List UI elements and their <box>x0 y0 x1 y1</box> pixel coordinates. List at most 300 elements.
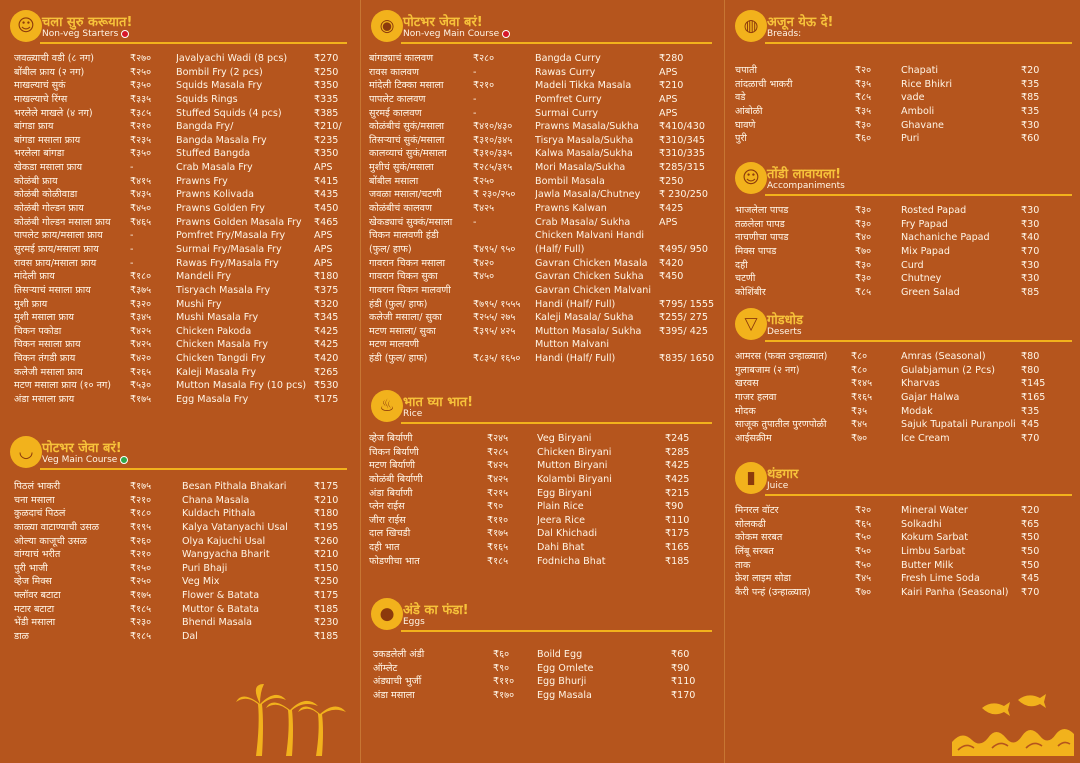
menu-item-price: ₹175 <box>665 528 690 540</box>
menu-item <box>537 487 691 501</box>
menu-item-price: ₹185 <box>665 555 690 567</box>
menu-item <box>369 541 527 555</box>
menu-item-name: Jawla Masala/Chutney <box>535 189 641 201</box>
menu-item-name: चिकन बिर्याणी <box>369 446 419 458</box>
menu-item-name: Prawns Masala/Sukha <box>535 121 639 133</box>
menu-item-price: ₹३५० <box>130 80 152 92</box>
menu-item-name: Bombil Fry (2 pcs) <box>176 66 263 78</box>
menu-item <box>369 527 527 541</box>
menu-item <box>176 134 340 148</box>
menu-item <box>735 432 881 446</box>
menu-item-name: Egg Omlete <box>537 662 594 674</box>
menu-item <box>369 257 527 271</box>
menu-item-price: ₹१६५ <box>851 391 873 403</box>
menu-item-name: कोळंबीचं सुकं/मसाला <box>369 121 445 133</box>
menu-item <box>735 231 881 245</box>
menu-item-price: ₹६० <box>855 133 872 145</box>
menu-item-name: पापलेट फ्राय/मसाला फ्राय <box>14 230 103 242</box>
menu-item-price: APS <box>314 162 333 174</box>
menu-item-name: Fry Papad <box>901 218 948 230</box>
menu-item-name: Mutton Malvani <box>535 339 610 351</box>
menu-item <box>901 259 1047 273</box>
menu-item-name: गावरान चिकन सुका <box>369 271 438 283</box>
menu-item-name: तळलेला पापड <box>735 218 785 230</box>
menu-item <box>369 52 527 66</box>
menu-item-name: वांग्याचं भरीत <box>14 549 61 561</box>
menu-item-price: ₹७० <box>851 432 868 444</box>
menu-item-price: ₹345 <box>314 312 339 324</box>
menu-item <box>901 545 1047 559</box>
menu-item-price: ₹385 <box>314 107 339 119</box>
menu-item-price: ₹११० <box>493 676 515 688</box>
menu-item-name: Chapati <box>901 65 939 76</box>
menu-item-price: ₹३९५/ ४२५ <box>473 325 516 337</box>
menu-item-price: ₹३४५ <box>130 312 152 324</box>
divider <box>765 42 1072 44</box>
menu-item <box>176 298 340 312</box>
menu-item <box>901 377 1047 391</box>
section-subtitle: Accompaniments <box>767 181 845 191</box>
section-title: चला सुरु करूयात! <box>42 15 133 30</box>
menu-item-name: जवळा मसाला/चटणी <box>369 189 442 201</box>
menu-item <box>535 338 713 352</box>
menu-item <box>735 531 881 545</box>
menu-item-price: ₹१४५ <box>851 378 873 390</box>
menu-item <box>14 52 164 66</box>
menu-item-name: बांगडा मसाला फ्राय <box>14 134 81 146</box>
section-title: पोटभर जेवा बरं! <box>403 15 483 30</box>
menu-item-name: Handi (Half/ Full) <box>535 298 616 310</box>
menu-item <box>14 548 164 562</box>
menu-item-price: ₹110 <box>665 514 690 526</box>
menu-item <box>537 459 691 473</box>
menu-item <box>537 662 697 676</box>
menu-item-price: ₹435 <box>314 189 339 201</box>
menu-item <box>535 298 713 312</box>
menu-item <box>537 648 697 662</box>
menu-item <box>182 603 340 617</box>
menu-item-name: तांदळाची भाकरी <box>735 78 793 90</box>
menu-item <box>369 229 527 243</box>
menu-item-name: व्हेज मिक्स <box>14 576 52 588</box>
marathi-list <box>735 350 881 445</box>
menu-item-name: माखल्याचे रिंग्स <box>14 93 68 105</box>
menu-item <box>369 175 527 189</box>
menu-item-price: - <box>130 162 134 174</box>
marathi-list <box>14 480 164 644</box>
menu-item-name: Mutton Masala Fry (10 pcs) <box>176 380 307 392</box>
menu-item <box>537 500 691 514</box>
menu-item <box>176 352 340 366</box>
menu-item-price: ₹११० <box>487 514 509 526</box>
menu-item <box>14 589 164 603</box>
menu-item-name: Pomfret Curry <box>535 93 602 105</box>
menu-item-price: ₹30 <box>1021 218 1040 230</box>
menu-item <box>14 202 164 216</box>
menu-item <box>735 391 881 405</box>
menu-item-name: रावस फ्राय/मसाला फ्राय <box>14 257 97 269</box>
menu-item-price: ₹45 <box>1021 573 1040 585</box>
menu-item-name: मटण मसाला/ सुका <box>369 325 436 337</box>
menu-item-name: अंडा बिर्याणी <box>369 487 413 499</box>
menu-item-price: ₹२६० <box>130 535 152 547</box>
menu-item-price: ₹६० <box>493 649 510 660</box>
nonveg-indicator-icon <box>502 30 510 38</box>
section-header <box>725 8 1080 46</box>
menu-item-price: ₹70 <box>1021 245 1040 257</box>
menu-item-price: ₹४१०/४३० <box>473 121 513 133</box>
menu-item <box>176 175 340 189</box>
english-list <box>182 480 340 644</box>
menu-item-price: ₹४६५ <box>130 216 152 228</box>
menu-item-name: डाळ <box>14 631 29 643</box>
menu-item-price: ₹35 <box>1021 78 1040 90</box>
menu-item-name: Chana Masala <box>182 494 250 506</box>
menu-item-price: ₹१७५ <box>487 528 509 540</box>
menu-item-price: ₹465 <box>314 216 339 228</box>
menu-item-price: ₹835/ 1650 <box>659 353 715 365</box>
menu-item-price: ₹३५ <box>855 78 872 90</box>
menu-item <box>369 93 527 107</box>
menu-item <box>14 379 164 393</box>
menu-item-name: Squids Masala Fry <box>176 80 263 92</box>
menu-item-name: कोळंबी फ्राय <box>14 175 58 187</box>
marathi-list <box>735 204 881 299</box>
menu-item-price: ₹१८५ <box>130 631 152 643</box>
menu-item <box>901 245 1047 259</box>
menu-item-price: ₹50 <box>1021 559 1040 571</box>
divider <box>40 468 347 470</box>
menu-item-price: APS <box>659 216 678 228</box>
menu-item-price: ₹180 <box>314 508 339 520</box>
menu-item-price: ₹१७५ <box>130 394 152 406</box>
divider <box>765 194 1072 196</box>
menu-item-name: घावणे <box>735 119 756 131</box>
menu-item-price: ₹३५ <box>855 105 872 117</box>
menu-item-price: ₹195 <box>314 521 339 533</box>
menu-item <box>901 64 1047 78</box>
menu-item-price: APS <box>659 107 678 119</box>
menu-item-name: Egg Masala <box>537 689 592 701</box>
menu-item-price: ₹४५ <box>855 573 872 585</box>
menu-item <box>535 161 713 175</box>
menu-item-name: Rice Bhikri <box>901 78 953 90</box>
section-nonveg-main <box>361 8 720 365</box>
menu-item-price <box>659 338 713 352</box>
menu-item-name: Bhendi Masala <box>182 617 253 629</box>
menu-item-name: Kharvas <box>901 378 940 390</box>
menu-item-price <box>473 229 527 243</box>
menu-item-price: ₹४२५ <box>487 460 509 472</box>
menu-item-name: चटणी <box>735 273 756 285</box>
menu-item-price: ₹१७५ <box>130 481 152 492</box>
menu-item-price: ₹२५० <box>473 175 495 187</box>
menu-item-price <box>473 338 527 352</box>
menu-item-price: ₹३० <box>855 273 872 285</box>
menu-item-name: Mineral Water <box>901 505 968 516</box>
menu-item-price: ₹530 <box>314 380 339 392</box>
menu-item <box>901 132 1047 146</box>
menu-item-name: Kaleji Masala/ Sukha <box>535 312 634 324</box>
menu-item-price: ₹80 <box>1021 364 1040 376</box>
menu-item-price: ₹320 <box>314 298 339 310</box>
menu-item-name: Limbu Sarbat <box>901 545 966 557</box>
menu-item-price: ₹८० <box>851 364 868 376</box>
menu-item-name: मुशीचं सुकं/मसाला <box>369 162 434 174</box>
menu-item-name: चिकन मसाला फ्राय <box>14 339 81 351</box>
menu-item <box>176 338 340 352</box>
menu-item-price: - <box>130 257 134 269</box>
menu-item-name: फ्रेश लाइम सोडा <box>735 573 792 585</box>
divider <box>401 630 712 632</box>
menu-item-price: - <box>130 230 134 242</box>
menu-item-price: ₹३३५ <box>130 93 152 105</box>
menu-item <box>369 79 527 93</box>
menu-item-price: ₹230 <box>314 617 339 629</box>
menu-item <box>369 243 527 257</box>
menu-item-price: ₹175 <box>314 590 339 602</box>
menu-item <box>735 272 881 286</box>
menu-item-name: Tisryach Masala Fry <box>176 284 271 296</box>
menu-item-price: ₹310/345 <box>659 134 705 146</box>
menu-item <box>537 675 697 689</box>
menu-item <box>14 575 164 589</box>
menu-item-name: मुशी फ्राय <box>14 298 48 310</box>
menu-item-price: ₹40 <box>1021 232 1040 244</box>
menu-item-price: ₹४२० <box>473 257 495 269</box>
menu-item <box>901 432 1047 446</box>
menu-item-price: ₹३५० <box>130 148 152 160</box>
section-veg-main <box>0 434 355 643</box>
menu-item-name: Jeera Rice <box>537 514 586 526</box>
menu-item-price: ₹185 <box>314 631 339 643</box>
menu-item <box>901 391 1047 405</box>
menu-item-price: ₹30 <box>1021 119 1040 131</box>
menu-item-price: ₹795/ 1555 <box>659 298 715 310</box>
menu-item-name: Curd <box>901 259 924 271</box>
menu-item <box>369 473 527 487</box>
menu-item <box>176 188 340 202</box>
menu-item <box>735 64 881 78</box>
menu-item <box>535 311 713 325</box>
menu-item <box>369 352 527 366</box>
menu-item-price: ₹425 <box>659 203 684 215</box>
menu-item <box>735 91 881 105</box>
menu-item-price: ₹335 <box>314 93 339 105</box>
menu-item <box>735 286 881 300</box>
menu-item <box>537 689 697 703</box>
section-juice <box>725 460 1080 598</box>
section-header <box>725 460 1080 498</box>
menu-item-price: ₹425 <box>665 460 690 472</box>
menu-item <box>901 286 1047 300</box>
menu-column-3 <box>724 0 1080 763</box>
menu-item-price: - <box>473 216 477 228</box>
menu-item <box>369 270 527 284</box>
menu-item-price: ₹ 230/250 <box>659 189 709 201</box>
menu-item-name: दाल खिचडी <box>369 528 411 540</box>
section-subtitle: Juice <box>767 481 789 491</box>
menu-item-price: ₹425 <box>314 339 339 351</box>
menu-item-price: ₹४२५ <box>487 473 509 485</box>
menu-item <box>14 480 164 494</box>
english-list <box>901 64 1047 146</box>
menu-item-name: Ghavane <box>901 119 944 131</box>
menu-item-name: Sajuk Tupatali Puranpoli <box>901 419 1016 431</box>
menu-item-name: नाचणीचा पापड <box>735 232 789 244</box>
menu-item-price: ₹५३० <box>130 380 152 392</box>
menu-item-price: ₹420 <box>314 353 339 365</box>
menu-item-name: मांदेली फ्राय <box>14 271 55 283</box>
menu-item <box>14 352 164 366</box>
menu-item-price: ₹235 <box>314 134 339 146</box>
menu-item-name: कोकम सरबत <box>735 532 783 544</box>
menu-item-price: ₹२५० <box>130 66 152 78</box>
menu-item <box>373 648 529 662</box>
menu-item <box>182 494 340 508</box>
menu-item-price: ₹८० <box>851 351 868 362</box>
menu-item <box>14 216 164 230</box>
menu-item-price: ₹185 <box>314 603 339 615</box>
menu-item-name: दही भात <box>369 542 400 554</box>
menu-item-name: कोळंबी गोल्डन फ्राय <box>14 203 84 215</box>
menu-item-name: Bangda Fry/ <box>176 121 234 133</box>
section-title: थंडगार <box>767 467 799 482</box>
roti-icon: ◍ <box>735 10 767 42</box>
menu-item-name: कोळंबी बिर्याणी <box>369 473 423 485</box>
menu-item-price: ₹285/315 <box>659 162 705 174</box>
menu-item-price: ₹४२० <box>130 353 152 365</box>
menu-item-price: ₹375 <box>314 284 339 296</box>
menu-item-name: Rawas Fry/Masala Fry <box>176 257 279 269</box>
menu-item-name: अंडा मसाला फ्राय <box>14 394 75 406</box>
menu-item-price: ₹145 <box>1021 378 1046 390</box>
menu-item-name: कलेजी मसाला फ्राय <box>14 366 83 378</box>
menu-item-price: ₹४५० <box>130 203 152 215</box>
menu-item <box>537 541 691 555</box>
menu-item-name: तिसऱ्याचं मसाला फ्राय <box>14 284 91 296</box>
menu-item-name: पिठलं भाकरी <box>14 481 61 492</box>
menu-item <box>14 603 164 617</box>
menu-item-price: ₹250 <box>314 576 339 588</box>
menu-item <box>369 514 527 528</box>
menu-item <box>176 243 340 257</box>
menu-item-price: ₹495/ 950 <box>659 243 709 255</box>
menu-item-price: ₹85 <box>1021 286 1040 298</box>
section-header <box>361 8 720 46</box>
menu-item-name: कोशिंबीर <box>735 286 766 298</box>
menu-item-name: Crab Masala Fry <box>176 162 253 174</box>
menu-item <box>14 507 164 521</box>
menu-item-price: ₹१६५ <box>487 542 509 554</box>
menu-item <box>535 120 713 134</box>
menu-item-name: Dal <box>182 631 198 643</box>
menu-item-name: प्लेन राईस <box>369 501 405 513</box>
menu-item <box>535 257 713 271</box>
menu-item-name: Crab Masala/ Sukha <box>535 216 631 228</box>
menu-item-name: Mix Papad <box>901 245 950 257</box>
menu-item <box>14 79 164 93</box>
section-subtitle: Deserts <box>767 327 802 337</box>
menu-item-name: Rawas Curry <box>535 66 596 78</box>
menu-item-name: मटण बिर्याणी <box>369 460 415 472</box>
menu-item <box>735 245 881 259</box>
menu-item <box>182 630 340 644</box>
menu-item-price: APS <box>314 257 333 269</box>
menu-item <box>182 507 340 521</box>
menu-item-name: Veg Biryani <box>537 433 592 444</box>
menu-item-price: - <box>473 66 477 78</box>
menu-item-price: ₹250 <box>314 66 339 78</box>
menu-item-name: Madeli Tikka Masala <box>535 80 632 92</box>
menu-item-name: पुरी भाजी <box>14 562 48 574</box>
menu-item-price: ₹250 <box>659 175 684 187</box>
menu-item <box>176 270 340 284</box>
divider <box>401 422 712 424</box>
menu-item <box>176 325 340 339</box>
menu-item <box>369 134 527 148</box>
menu-item-name: Gajar Halwa <box>901 391 960 403</box>
marathi-list <box>735 64 881 146</box>
menu-item-name: आईसक्रीम <box>735 432 772 444</box>
menu-item <box>735 572 881 586</box>
menu-item <box>14 188 164 202</box>
menu-item <box>735 364 881 378</box>
menu-item <box>369 298 527 312</box>
divider <box>401 42 712 44</box>
menu-item-price: ₹६५ <box>855 518 872 530</box>
section-header <box>725 160 1080 198</box>
menu-item-price: ₹१५० <box>130 562 152 574</box>
menu-item <box>901 504 1047 518</box>
menu-item-name: आंबोळी <box>735 105 763 117</box>
divider <box>40 42 347 44</box>
menu-item <box>369 500 527 514</box>
menu-item-name: खरवस <box>735 378 759 390</box>
menu-item-name: कालव्याचं सुकं/मसाला <box>369 148 447 160</box>
menu-item <box>901 418 1047 432</box>
menu-item-name: (Half/ Full) <box>535 243 585 255</box>
menu-item-name: Olya Kajuchi Usal <box>182 535 266 547</box>
menu-item-price: ₹३८५ <box>130 107 152 119</box>
menu-item <box>369 555 527 569</box>
menu-item <box>369 459 527 473</box>
menu-item <box>735 559 881 573</box>
menu-item-name: व्हेज बिर्याणी <box>369 433 413 444</box>
menu-item <box>14 175 164 189</box>
menu-item-price: ₹४५० <box>473 271 495 283</box>
divider <box>765 494 1072 496</box>
menu-item <box>535 202 713 216</box>
menu-item-price: ₹30 <box>1021 273 1040 285</box>
menu-item <box>735 204 881 218</box>
menu-item-price: ₹५० <box>855 559 872 571</box>
menu-item-name: Kalya Vatanyachi Usal <box>182 521 288 533</box>
menu-item-name: Stuffed Squids (4 pcs) <box>176 107 282 119</box>
menu-item-name: Surmai Curry <box>535 107 599 119</box>
menu-item <box>369 216 527 230</box>
marathi-list <box>369 52 527 366</box>
menu-item-price: ₹४२५ <box>473 203 495 215</box>
menu-item-name: मटण मालवणी <box>369 339 420 351</box>
menu-item-price: ₹165 <box>1021 391 1046 403</box>
menu-item-name: फ्लॉवर बटाटा <box>14 590 61 602</box>
menu-item-name: Mandeli Fry <box>176 271 232 283</box>
menu-item <box>369 284 527 298</box>
menu-item-price: ₹50 <box>1021 532 1040 544</box>
menu-item-name: Solkadhi <box>901 518 942 530</box>
menu-item <box>182 575 340 589</box>
